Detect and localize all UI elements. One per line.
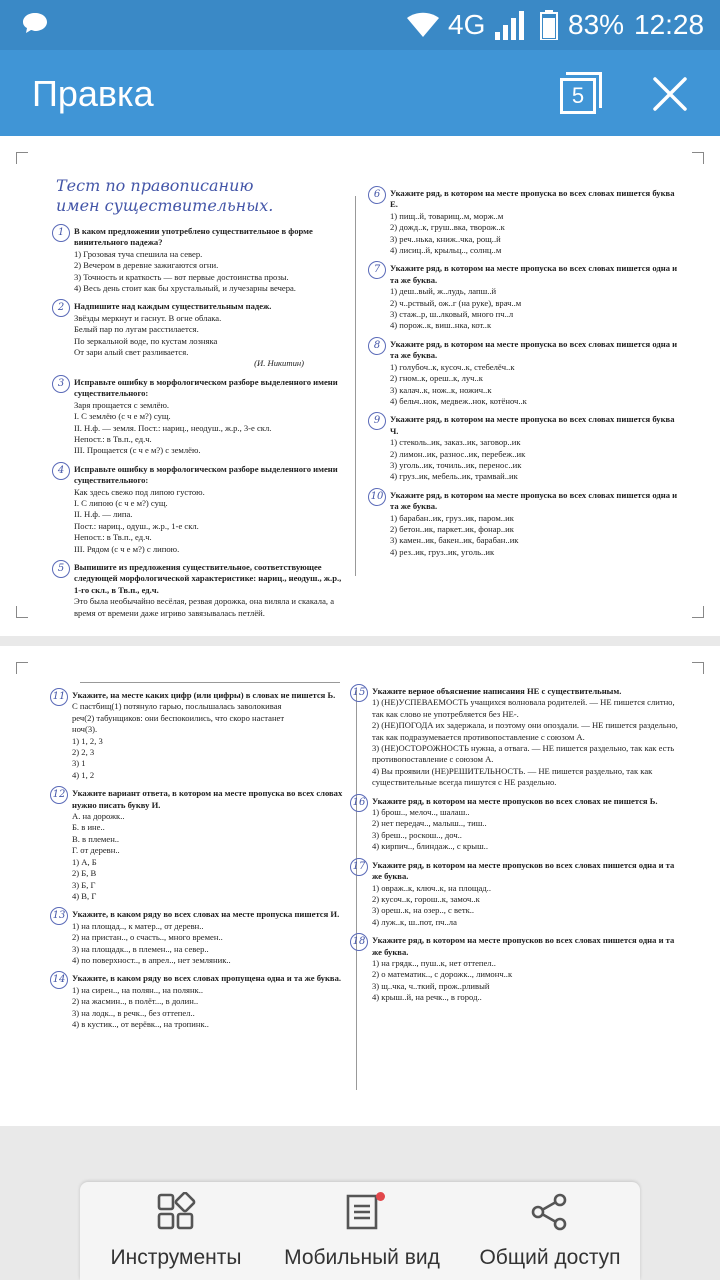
task-line: 4) лисиц..й, крыльц.., солнц..м bbox=[390, 245, 502, 256]
app-bar bbox=[0, 50, 720, 136]
document-page-2 bbox=[0, 646, 720, 1126]
task-line: Б. в ине.. bbox=[72, 822, 105, 833]
task-line: 3) ореш..к, на озер.., с ветк.. bbox=[372, 905, 475, 916]
task-line: II. Н.ф. — липа. bbox=[74, 509, 133, 520]
task-line: 2) кусоч..к, горош..к, замоч..к bbox=[372, 893, 480, 904]
task-line: 3) щ..чка, ч..ткий, прож..рливый bbox=[372, 980, 490, 991]
task-line: По зеркальной воде, по кустам лозняка bbox=[74, 335, 218, 346]
task-line: 4) порож..к, виш..нка, кот..к bbox=[390, 320, 492, 331]
chat-notification-icon bbox=[22, 12, 48, 34]
task-line: 4) по поверхност.., в апрел.., нет земляник.. bbox=[72, 954, 231, 965]
task-line: 2) о математик.., с дорожк.., лимонч..к bbox=[372, 969, 513, 980]
task-line: 1) на площад.., к матер.., от деревн.. bbox=[72, 920, 204, 931]
crop-mark bbox=[692, 606, 704, 618]
battery-percent: 83% bbox=[568, 9, 625, 40]
task-line: III. Рядом (с ч е м?) с липою. bbox=[74, 543, 180, 554]
task-line: 1) деш..вый, ж..лудь, лапш..й bbox=[390, 286, 497, 297]
task-question: Укажите, в каком ряду во всех словах пропущена одна и та же буква. bbox=[72, 973, 342, 984]
page-title: Правка bbox=[32, 73, 154, 114]
task-question: Укажите ряд, в котором на месте пропуска во всех словах пишется буква Ч. bbox=[390, 414, 675, 436]
share-label: Общий доступ bbox=[479, 1246, 621, 1269]
task-number: 4 bbox=[52, 462, 70, 480]
bottom-toolbar bbox=[0, 1160, 720, 1280]
task-question: В каком предложении употреблено существительное в форме винительного падежа? bbox=[74, 226, 313, 248]
task-item bbox=[52, 377, 344, 457]
task-line: От зари алый свет разливается. bbox=[74, 347, 189, 358]
task-line: 1) брош.., мелоч.., шалаш.. bbox=[372, 807, 470, 818]
task-line: А. на дорожк.. bbox=[72, 811, 125, 822]
task-number: 13 bbox=[50, 907, 68, 925]
task-number: 18 bbox=[350, 933, 368, 951]
task-item bbox=[350, 935, 682, 1003]
task-line: 1) овраж..к, ключ..к, на площад.. bbox=[372, 882, 491, 893]
task-item bbox=[50, 690, 348, 781]
task-line: 3) на лодк.., в речк.., без оттепел.. bbox=[72, 1007, 195, 1018]
task-line: С пастбищ(1) потянуло гарью, послышалась заволокивая bbox=[72, 701, 282, 712]
task-number: 12 bbox=[50, 786, 68, 804]
task-number: 6 bbox=[368, 186, 386, 204]
battery-icon bbox=[540, 10, 558, 40]
page-count-button[interactable] bbox=[560, 72, 604, 116]
task-line: 1) Грозовая туча спешила на север. bbox=[74, 248, 203, 259]
task-line: Это была необычайно весёлая, резвая дорожка, она виляла и скакала, а время от времени даже игриво завязывалась петлёй. bbox=[74, 596, 335, 618]
page1-right-column bbox=[368, 188, 680, 565]
crop-mark bbox=[692, 662, 704, 674]
task-question: Укажите ряд, в котором на месте пропуска во всех словах пишется буква Е. bbox=[390, 188, 675, 210]
network-type: 4G bbox=[448, 9, 486, 40]
task-question: Укажите верное объяснение написания НЕ с существительным. bbox=[372, 686, 622, 696]
status-bar bbox=[0, 0, 720, 50]
task-line: Пост.: нариц., одуш., ж.р., 1-е скл. bbox=[74, 520, 199, 531]
task-line: реч(2) табунщиков: они беспокоились, что скоро настанет bbox=[72, 712, 285, 723]
column-divider bbox=[355, 196, 356, 576]
task-question: Укажите вариант ответа, в котором на месте пропуска во всех словах нужно писать букву И. bbox=[72, 788, 343, 810]
task-line: Непост.: в Тв.п., ед.ч. bbox=[74, 433, 152, 444]
task-line: 4) кирпич.., блиндаж.., с крыш.. bbox=[372, 841, 488, 852]
task-question: Исправьте ошибку в морфологическом разборе выделенного имени существительного: bbox=[74, 376, 338, 399]
task-line: 2) лимон..ик, разнос..ик, перебеж..ик bbox=[390, 448, 526, 459]
wifi-icon bbox=[406, 12, 440, 38]
task-number: 10 bbox=[368, 488, 386, 506]
task-item bbox=[368, 263, 680, 331]
task-line: 2) Вечером в деревне зажигаются огни. bbox=[74, 260, 219, 271]
task-item bbox=[52, 464, 344, 555]
task-line: 3) камен..ик, бакен..ик, барабан..ик bbox=[390, 535, 519, 546]
task-line: 4) бельч..нок, медвеж..нок, котёноч..к bbox=[390, 395, 527, 406]
task-line: 2) нет передач.., малыш.., тиш.. bbox=[372, 818, 487, 829]
task-line: Непост.: в Тв.п., ед.ч. bbox=[74, 532, 152, 543]
task-list bbox=[50, 690, 348, 1030]
task-line: 4) Весь день стоит как бы хрустальный, и лучезарны вечера. bbox=[74, 283, 296, 294]
task-line: I. С землёю (с ч е м?) сущ. bbox=[74, 411, 171, 422]
task-item bbox=[50, 788, 348, 902]
task-question: Укажите ряд, в котором на месте пропуска во всех словах пишется одна и та же буква. bbox=[390, 338, 678, 361]
task-line: 3) уголь..ик, точиль..ик, перенос..ик bbox=[390, 459, 522, 470]
task-line: 1) голубоч..к, кусоч..к, стебелёч..к bbox=[390, 361, 515, 372]
crop-mark bbox=[16, 606, 28, 618]
task-item bbox=[350, 686, 682, 789]
task-line: 4) Вы проявили (НЕ)РЕШИТЕЛЬНОСТЬ. — НЕ пишется раздельно, так как существительные всегда пишутся с НЕ раздельно. bbox=[372, 765, 653, 788]
task-line: 2) на жасмин.., в полёт..., в долин.. bbox=[72, 996, 199, 1007]
task-item bbox=[368, 339, 680, 407]
task-line: 4) груз..ик, мебель..ик, трамвай..ик bbox=[390, 471, 518, 482]
task-question: Укажите ряд, в котором на месте пропуска во всех словах пишется одна и та же буква. bbox=[390, 489, 678, 512]
task-line: 2) дожд..к, груш..вка, творож..к bbox=[390, 222, 505, 233]
task-line: 1) пищ..й, товарищ..м, морж..м bbox=[390, 210, 504, 221]
document-page-1 bbox=[0, 136, 720, 636]
task-line: Звёзды меркнут и гаснут. В огне облака. bbox=[74, 312, 222, 323]
task-line: 2) бетон..ик, паркет..ик, фонар..ик bbox=[390, 523, 514, 534]
heading-line: Тест по правописанию bbox=[56, 176, 254, 195]
crop-mark bbox=[16, 152, 28, 164]
task-line: 1) на грядк.., пуш..к, нет оттепел.. bbox=[372, 957, 496, 968]
task-line: 3) на площадк.., в племен.., на север.. bbox=[72, 943, 209, 954]
task-line: 4) крыш..й, на речк.., в город.. bbox=[372, 992, 482, 1003]
task-line: 4) В, Г bbox=[72, 890, 97, 901]
crop-mark bbox=[16, 662, 28, 674]
task-line: 3) (НЕ)ОСТОРОЖНОСТЬ нужна, а отвага. — НЕ пишется раздельно, так как есть противопоставление с союзом А. bbox=[372, 743, 675, 765]
task-question: Укажите ряд, в котором на месте пропуска во всех словах пишется одна и та же буква. bbox=[390, 263, 678, 285]
task-line: 3) Точность и краткость — вот первые достоинства прозы. bbox=[74, 271, 289, 282]
task-line: 2) гном..к, ореш..к, луч..к bbox=[390, 373, 483, 384]
task-line: 2) ч..рствый, ож..г (на руке), врач..м bbox=[390, 297, 522, 308]
task-item bbox=[50, 909, 348, 966]
task-line: 1) стеколь..ик, заказ..ик, заговор..ик bbox=[390, 437, 521, 448]
task-question: Укажите ряд, в котором на месте пропусков во всех словах не пишется Ь. bbox=[372, 795, 658, 806]
mobile-view-label: Мобильный вид bbox=[284, 1246, 440, 1269]
task-item bbox=[368, 490, 680, 558]
task-number: 2 bbox=[52, 299, 70, 317]
task-question: Укажите, в каком ряду во всех словах на месте пропуска пишется И. bbox=[72, 909, 340, 920]
task-question: Укажите ряд, в котором на месте пропусков во всех словах пишется одна и та же буква. bbox=[372, 859, 675, 882]
task-line: 1) 1, 2, 3 bbox=[72, 735, 103, 746]
signal-icon bbox=[494, 10, 524, 40]
tools-icon bbox=[156, 1192, 196, 1232]
clock: 12:28 bbox=[634, 9, 705, 40]
page2-left-column bbox=[50, 690, 348, 1037]
task-question: Исправьте ошибку в морфологическом разборе выделенного имени существительного: bbox=[74, 463, 338, 486]
share-button[interactable] bbox=[470, 1182, 630, 1280]
task-number: 1 bbox=[52, 224, 70, 242]
task-line: II. Н.ф. — земля. Пост.: нариц., неодуш., ж.р., 3-е скл. bbox=[74, 422, 272, 433]
task-item bbox=[368, 414, 680, 482]
task-line: 2) (НЕ)ПОГОДА их задержала, и поэтому они опоздали. — НЕ пишется раздельно, так как подразумевается противопоставление с союзом А. bbox=[372, 720, 678, 742]
task-number: 8 bbox=[368, 337, 386, 355]
crop-mark bbox=[692, 152, 704, 164]
task-line: 3) реч..нька, книж..чка, рощ..й bbox=[390, 233, 501, 244]
task-number: 17 bbox=[350, 858, 368, 876]
task-line: ноч(3). bbox=[72, 724, 98, 735]
task-line: I. С липою (с ч е м?) сущ. bbox=[74, 497, 168, 508]
task-list bbox=[368, 188, 680, 558]
task-line: В. в племен.. bbox=[72, 833, 120, 844]
tools-button[interactable] bbox=[96, 1182, 256, 1280]
task-line: 2) Б, В bbox=[72, 868, 97, 879]
task-number: 14 bbox=[50, 971, 68, 989]
handwritten-heading bbox=[52, 176, 344, 216]
notification-dot bbox=[376, 1192, 385, 1201]
task-question: Укажите, на месте каких цифр (или цифры) в словах не пишется Ь. bbox=[72, 690, 336, 700]
task-item bbox=[52, 226, 344, 294]
task-line: 4) 1, 2 bbox=[72, 769, 95, 780]
task-line: 3) калач..к, нож..к, ножич..к bbox=[390, 384, 492, 395]
tools-label: Инструменты bbox=[110, 1246, 242, 1269]
task-line: 3) бреш.., роскош.., доч.. bbox=[372, 829, 462, 840]
task-line: 1) (НЕ)УСПЕВАЕМОСТЬ учащихся волновала родителей. — НЕ пишется слитно, так как слово не употребляется без НЕ-. bbox=[372, 697, 675, 719]
mobile-view-button[interactable] bbox=[270, 1182, 454, 1280]
task-line: Белый пар по лугам расстилается. bbox=[74, 324, 199, 335]
task-line: 2) на пристан.., о счасть.., много времен.. bbox=[72, 932, 223, 943]
task-line: 3) Б, Г bbox=[72, 879, 96, 890]
task-line: 4) в кустик.., от верёвк.., на тропинк.. bbox=[72, 1018, 209, 1029]
task-signature: (И. Никитин) bbox=[254, 358, 304, 369]
task-line: III. Прощается (с ч е м?) с землёю. bbox=[74, 445, 201, 456]
share-icon bbox=[530, 1192, 570, 1232]
task-question: Укажите ряд, в котором на месте пропусков во всех словах пишется одна и та же буква. bbox=[372, 935, 675, 957]
top-rule bbox=[80, 682, 340, 683]
task-item bbox=[368, 188, 680, 256]
page1-left-column bbox=[52, 176, 344, 626]
task-item bbox=[50, 973, 348, 1030]
page-count: 5 bbox=[560, 78, 596, 114]
bottom-toolbar-panel bbox=[80, 1182, 640, 1280]
task-line: 4) рез..ик, груз..ик, уголь..ик bbox=[390, 546, 495, 557]
task-number: 7 bbox=[368, 261, 386, 279]
task-line: 1) А, Б bbox=[72, 856, 97, 867]
task-line: Г. от деревн.. bbox=[72, 845, 120, 856]
task-item bbox=[52, 301, 344, 369]
task-number: 3 bbox=[52, 375, 70, 393]
document-viewer[interactable] bbox=[0, 136, 720, 1160]
task-line: Как здесь свежо под липою густою. bbox=[74, 486, 205, 497]
task-item bbox=[52, 562, 344, 619]
task-line: 1) барабан..ик, груз..ик, паром..ик bbox=[390, 512, 514, 523]
task-item bbox=[350, 796, 682, 853]
task-number: 9 bbox=[368, 412, 386, 430]
task-list bbox=[350, 686, 682, 1004]
task-question: Выпишите из предложения существительное, соответствующее следующей морфологической характеристике: нариц., неодуш., ж.р., 1-го скл., в Тв.п., ед.ч. bbox=[74, 561, 342, 595]
task-question: Надпишите над каждым существительным падеж. bbox=[74, 301, 272, 312]
task-line: 3) стаж..р, ш..лковый, много пч..л bbox=[390, 309, 514, 320]
page2-right-column bbox=[350, 686, 682, 1011]
task-line: 3) 1 bbox=[72, 758, 86, 769]
task-line: 4) луж..к, ш..пот, пч..ла bbox=[372, 916, 457, 927]
task-number: 15 bbox=[350, 684, 368, 702]
heading-line: имен существительных. bbox=[56, 196, 274, 215]
task-line: 2) 2, 3 bbox=[72, 747, 95, 758]
task-line: Заря прощается с землёю. bbox=[74, 399, 170, 410]
task-number: 16 bbox=[350, 794, 368, 812]
task-line: 1) на сирен.., на полян.., на полянк.. bbox=[72, 984, 204, 995]
task-number: 5 bbox=[52, 560, 70, 578]
task-list bbox=[52, 226, 344, 619]
close-icon[interactable] bbox=[650, 74, 690, 114]
task-item bbox=[350, 860, 682, 928]
task-number: 11 bbox=[50, 688, 68, 706]
